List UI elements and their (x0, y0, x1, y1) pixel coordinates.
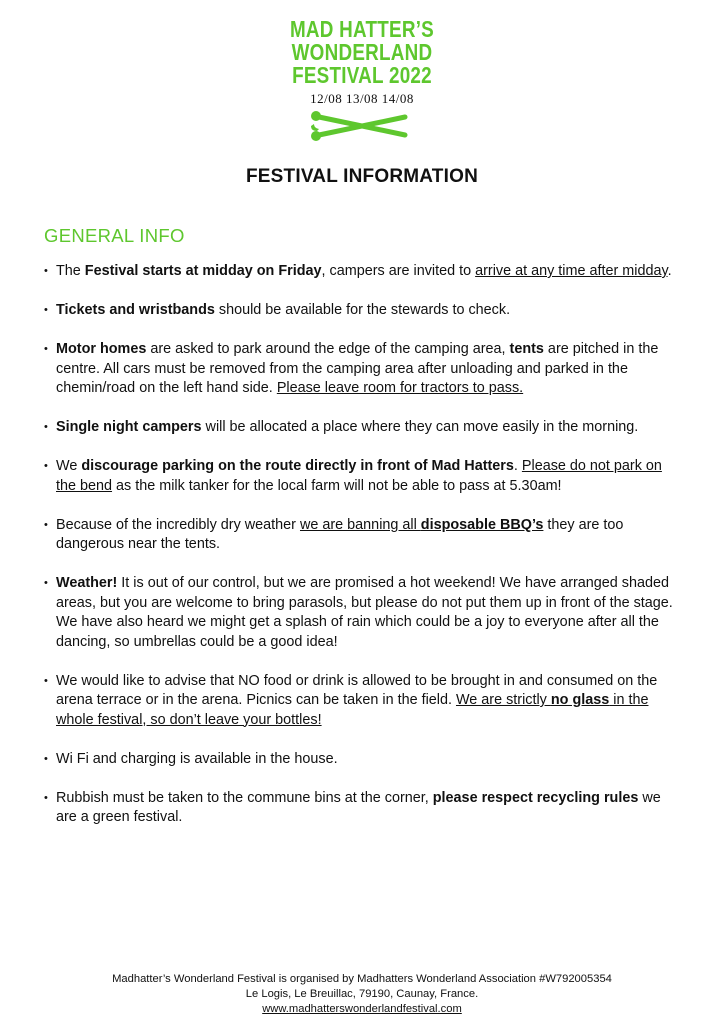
section-heading: GENERAL INFO (44, 225, 185, 246)
list-item-text: It is out of our control, but we are promised a hot weekend! We have arranged shaded areas, but you are welcome to bring parasols, but please do not put them up in front of the stage. We have also heard we might get a splash of rain which could be a joy to everyone after all the dancing, so umbrellas could be a good idea! (56, 575, 673, 650)
list-item-text: Weather! (56, 575, 118, 591)
info-list (44, 262, 684, 847)
list-item (44, 789, 684, 828)
list-item-text: Motor homes (56, 341, 147, 357)
list-item-text: tents (509, 341, 544, 357)
footer (0, 972, 724, 1017)
crossed-drumsticks-icon (307, 109, 417, 143)
list-item-text: arrive at any time after midday (475, 263, 668, 279)
list-item (44, 301, 684, 321)
list-item-text: Single night campers (56, 419, 202, 435)
list-item (44, 516, 684, 555)
footer-organiser: Madhatter’s Wonderland Festival is organised by Madhatters Wonderland Association #W792005354 (112, 973, 612, 985)
festival-dates: 12/08 13/08 14/08 (310, 91, 414, 106)
list-item-text: are pitched in the centre. All cars must be removed from the camping area after unloading and parked in the chemin/road on the left hand side. (56, 341, 659, 396)
list-item-text: Tickets and wristbands (56, 302, 215, 318)
list-item-text: Rubbish must be taken to the commune bins at the corner, (56, 789, 433, 806)
logo-line-1: MAD HATTER’S (289, 16, 435, 42)
footer-address: Le Logis, Le Breuillac, 79190, Caunay, France. (245, 988, 479, 1000)
logo-line-2: WONDERLAND (291, 39, 433, 65)
list-item (44, 262, 684, 282)
list-item-text: , campers are invited to (321, 263, 476, 279)
list-item-text: are asked to park around the edge of the camping area, (146, 341, 510, 357)
list-item-text: We (56, 458, 82, 474)
list-item-text: we are a green festival. (56, 789, 661, 825)
footer-website-link[interactable]: www.madhatterswonderlandfestival.com (262, 1003, 462, 1015)
list-item-text: The (56, 263, 85, 279)
list-item-text: disposable BBQ’s (420, 516, 544, 533)
list-item-text: in the whole festival, so don’t leave your bottles! (56, 692, 649, 728)
list-item-text: we are banning all (299, 516, 421, 533)
list-item (44, 457, 684, 496)
list-item-text: discourage parking on the route directly in front of Mad Hatters (81, 458, 514, 474)
list-item-text: should be available for the stewards to check. (214, 302, 511, 318)
list-item-text: . (513, 458, 522, 474)
list-item-text: . (667, 263, 672, 279)
list-item (44, 418, 684, 438)
list-item (44, 340, 684, 399)
page-title: FESTIVAL INFORMATION (246, 166, 478, 187)
list-item (44, 750, 684, 770)
list-item-text: Festival starts at midday on Friday (84, 263, 322, 279)
list-item-text: please respect recycling rules (432, 789, 639, 806)
festival-logo (272, 18, 452, 143)
list-item-text: Wi Fi and charging is available in the house. (56, 750, 338, 767)
list-item-text: Because of the incredibly dry weather (56, 516, 300, 533)
list-item-text: We would like to advise that NO food or drink is allowed to be brought in and consumed on the arena terrace or in the arena. Picnics can be taken in the field. (56, 672, 658, 708)
list-item-text: Please do not park on the bend (56, 458, 662, 494)
list-item-text: will be allocated a place where they can move easily in the morning. (201, 419, 639, 435)
list-item-text: no glass (550, 692, 610, 708)
list-item-text: Please leave room for tractors to pass. (276, 380, 524, 396)
list-item (44, 574, 684, 652)
list-item (44, 672, 684, 731)
list-item-text: We are strictly (455, 692, 551, 708)
list-item-text: as the milk tanker for the local farm will not be able to pass at 5.30am! (112, 477, 562, 494)
logo-line-3: FESTIVAL 2022 (292, 62, 432, 88)
list-item-text: they are too dangerous near the tents. (56, 516, 624, 552)
